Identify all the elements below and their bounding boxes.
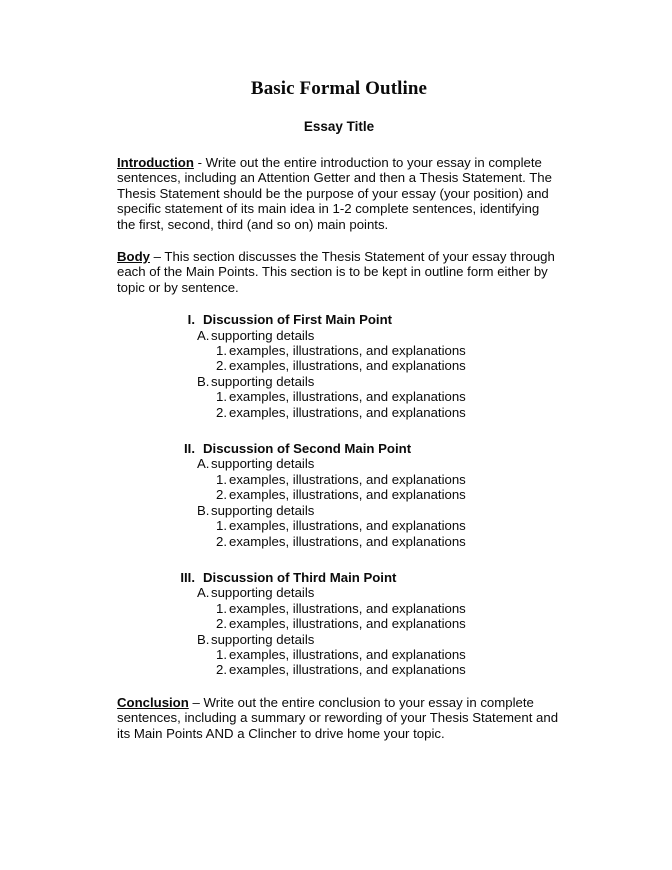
outline-detail-label: examples, illustrations, and explanations — [229, 600, 466, 616]
outline-detail-number: 2. — [216, 662, 227, 678]
outline-detail-number: 1. — [216, 600, 227, 616]
outline-detail-number: 2. — [216, 404, 227, 420]
body-body: This section discusses the Thesis Statement of your essay through each of the Main Points. This section is to be kept in outline form either by topic or by sentence. — [117, 249, 555, 295]
outline-sub-label: supporting details — [211, 585, 315, 601]
outline-detail-item — [117, 472, 561, 487]
outline-sub-item — [117, 374, 561, 389]
conclusion-separator: – — [188, 694, 204, 710]
outline-sub-label: supporting details — [211, 327, 315, 343]
outline-detail-item — [117, 601, 561, 616]
outline-detail-label: examples, illustrations, and explanations — [229, 471, 466, 487]
introduction-label: Introduction — [117, 154, 194, 170]
outline-sub-label: supporting details — [211, 631, 315, 647]
outline-detail-label: examples, illustrations, and explanations — [229, 358, 466, 374]
outline-detail-number: 2. — [216, 533, 227, 549]
outline-sub-item — [117, 328, 561, 343]
outline-sub-letter: B. — [197, 373, 210, 389]
outline-main-point — [117, 441, 561, 456]
outline-sub-label: supporting details — [211, 373, 315, 389]
outline-sub-item — [117, 585, 561, 600]
conclusion-body: Write out the entire conclusion to your essay in complete sentences, including a summary or rewording of your Thesis Statement and its Main Points AND a Clincher to drive home your topic. — [117, 694, 559, 741]
outline-numeral: II. — [184, 441, 195, 457]
outline-detail-number: 1. — [216, 518, 227, 534]
outline-detail-label: examples, illustrations, and explanations — [229, 389, 466, 405]
outline-detail-label: examples, illustrations, and explanations — [229, 662, 466, 678]
outline-sub-letter: B. — [197, 502, 210, 518]
outline-main-point-label: Discussion of First Main Point — [203, 312, 393, 328]
outline-detail-number: 1. — [216, 646, 227, 662]
introduction-body: Write out the entire introduction to your essay in complete sentences, including an Attention Getter and then a Thesis Statement. The Thesis Statement should be the purpose of your essay (your position) and specific statement of its main idea in 1-2 complete sentences, identifying the first, second, third (and so on) main points. — [117, 154, 552, 232]
outline-sub-item — [117, 632, 561, 647]
outline-detail-item — [117, 358, 561, 373]
outline-detail-label: examples, illustrations, and explanations — [229, 487, 466, 503]
outline-detail-item — [117, 405, 561, 420]
body-paragraph — [117, 249, 561, 295]
outline-detail-number: 2. — [216, 358, 227, 374]
outline-numeral: III. — [180, 569, 195, 585]
outline-detail-item — [117, 616, 561, 631]
outline-detail-item — [117, 389, 561, 404]
outline-detail-number: 1. — [216, 343, 227, 359]
outline-detail-label: examples, illustrations, and explanations — [229, 343, 466, 359]
outline-detail-number: 2. — [216, 616, 227, 632]
outline-block — [117, 312, 561, 420]
outline-detail-number: 1. — [216, 389, 227, 405]
outline-sub-letter: A. — [197, 327, 210, 343]
outline-main-point — [117, 312, 561, 327]
outline-detail-label: examples, illustrations, and explanations — [229, 404, 466, 420]
conclusion-paragraph — [117, 695, 561, 741]
outline-sub-letter: A. — [197, 456, 210, 472]
page-title: Basic Formal Outline — [250, 78, 428, 99]
introduction-separator: - — [193, 154, 206, 170]
outline-sub-item — [117, 503, 561, 518]
outline-detail-number: 2. — [216, 487, 227, 503]
outline-detail-item — [117, 518, 561, 533]
outline-detail-item — [117, 647, 561, 662]
outline-detail-item — [117, 662, 561, 677]
conclusion-label: Conclusion — [117, 694, 189, 710]
outline-sub-letter: A. — [197, 585, 210, 601]
outline-block — [117, 570, 561, 678]
outline-detail-label: examples, illustrations, and explanations — [229, 518, 466, 534]
outline-numeral: I. — [187, 312, 195, 328]
essay-title-heading: Essay Title — [303, 118, 375, 134]
outline-detail-label: examples, illustrations, and explanations — [229, 533, 466, 549]
outline-sub-label: supporting details — [211, 456, 315, 472]
outline-block — [117, 441, 561, 549]
outline-detail-label: examples, illustrations, and explanations — [229, 616, 466, 632]
introduction-paragraph — [117, 155, 561, 232]
outline-detail-item — [117, 487, 561, 502]
outline-sub-letter: B. — [197, 631, 210, 647]
outline-list — [117, 312, 561, 678]
outline-main-point-label: Discussion of Third Main Point — [203, 569, 397, 585]
outline-main-point-label: Discussion of Second Main Point — [203, 441, 412, 457]
body-separator: – — [149, 249, 165, 265]
outline-main-point — [117, 570, 561, 585]
document-content — [117, 78, 561, 758]
outline-detail-item — [117, 343, 561, 358]
outline-detail-number: 1. — [216, 471, 227, 487]
body-label: Body — [117, 249, 150, 265]
outline-detail-item — [117, 534, 561, 549]
outline-sub-item — [117, 456, 561, 471]
outline-sub-label: supporting details — [211, 502, 315, 518]
outline-detail-label: examples, illustrations, and explanations — [229, 646, 466, 662]
